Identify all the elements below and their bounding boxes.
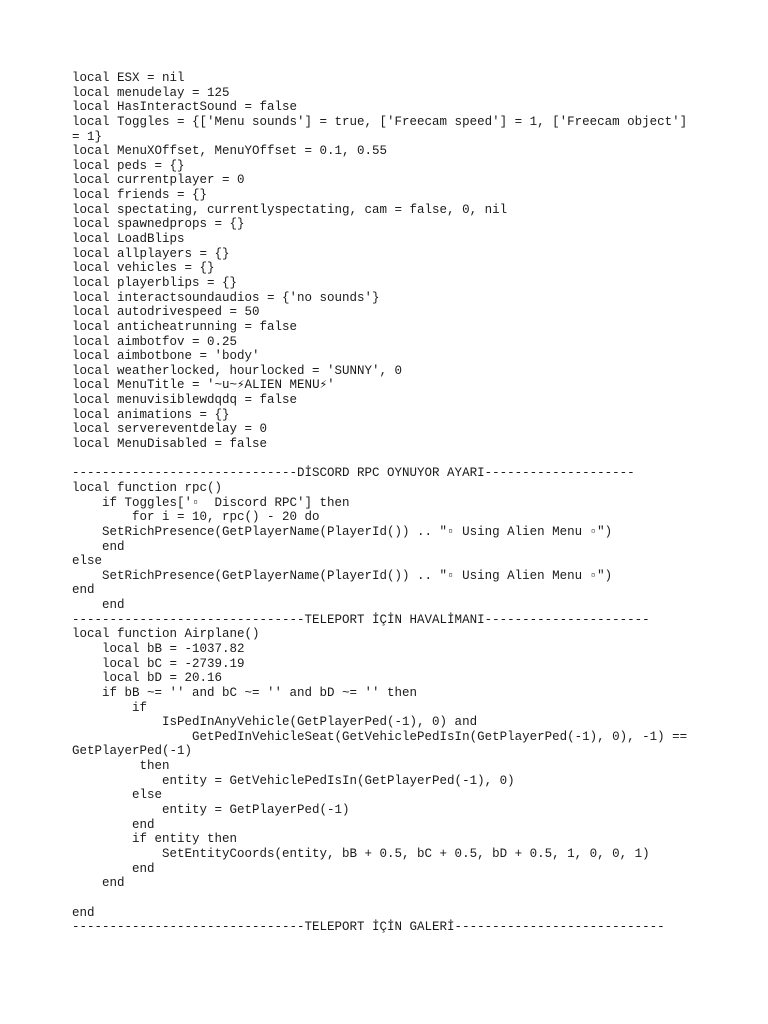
- code-line: local bD = 20.16: [72, 671, 223, 686]
- code-line: local HasInteractSound = false: [72, 100, 298, 115]
- code-line: local bC = -2739.19: [72, 656, 245, 671]
- code-line: local peds = {}: [72, 158, 185, 173]
- code-line: local menuvisiblewdqdq = false: [72, 393, 298, 408]
- code-line: local anticheatrunning = false: [72, 319, 298, 334]
- code-line: ------------------------------DİSCORD RPC OYNUYOR AYARI--------------------: [72, 466, 635, 481]
- code-line: local aimbotbone = 'body': [72, 349, 260, 364]
- code-line: GetPedInVehicleSeat(GetVehiclePedIsIn(GetPlayerPed(-1), 0), -1) ==: [72, 729, 688, 744]
- code-line: = 1}: [72, 129, 103, 144]
- code-line: end: [72, 817, 155, 832]
- code-listing: [72, 71, 712, 935]
- code-line: local vehicles = {}: [72, 261, 215, 276]
- code-line: local playerblips = {}: [72, 275, 238, 290]
- code-line: then: [72, 759, 170, 774]
- code-line: else: [72, 554, 103, 569]
- code-line: [72, 452, 712, 467]
- code-line: if Toggles['▫ Discord RPC'] then: [72, 495, 350, 510]
- code-line: local interactsoundaudios = {'no sounds'}: [72, 290, 380, 305]
- code-line: SetRichPresence(GetPlayerName(PlayerId()) .. "▫ Using Alien Menu ▫"): [72, 568, 613, 583]
- code-line: local spectating, currentlyspectating, cam = false, 0, nil: [72, 202, 508, 217]
- code-line: local spawnedprops = {}: [72, 217, 245, 232]
- code-line: end: [72, 583, 95, 598]
- code-line: end: [72, 539, 125, 554]
- code-line: local Toggles = {['Menu sounds'] = true, ['Freecam speed'] = 1, ['Freecam object']: [72, 114, 688, 129]
- code-line: local MenuXOffset, MenuYOffset = 0.1, 0.55: [72, 144, 388, 159]
- code-line: local aimbotfov = 0.25: [72, 334, 238, 349]
- code-line: local currentplayer = 0: [72, 173, 245, 188]
- code-line: local servereventdelay = 0: [72, 422, 268, 437]
- code-line: local weatherlocked, hourlocked = 'SUNNY', 0: [72, 363, 403, 378]
- code-line: local autodrivespeed = 50: [72, 305, 260, 320]
- code-line: -------------------------------TELEPORT İÇİN HAVALİMANI----------------------: [72, 612, 650, 627]
- code-line: GetPlayerPed(-1): [72, 744, 193, 759]
- code-line: entity = GetPlayerPed(-1): [72, 803, 350, 818]
- code-line: if bB ~= '' and bC ~= '' and bD ~= '' then: [72, 685, 418, 700]
- code-line: end: [72, 876, 125, 891]
- code-line: local menudelay = 125: [72, 85, 230, 100]
- code-line: local animations = {}: [72, 407, 230, 422]
- code-line: local LoadBlips: [72, 232, 185, 247]
- code-line: else: [72, 788, 163, 803]
- code-line: local function Airplane(): [72, 627, 260, 642]
- code-line: SetEntityCoords(entity, bB + 0.5, bC + 0.5, bD + 0.5, 1, 0, 0, 1): [72, 846, 650, 861]
- code-line: local allplayers = {}: [72, 246, 230, 261]
- code-line: for i = 10, rpc() - 20 do: [72, 510, 320, 525]
- code-line: IsPedInAnyVehicle(GetPlayerPed(-1), 0) and: [72, 715, 478, 730]
- code-line: -------------------------------TELEPORT İÇİN GALERİ----------------------------: [72, 920, 665, 935]
- code-line: local function rpc(): [72, 480, 223, 495]
- code-line: if: [72, 700, 148, 715]
- code-line: entity = GetVehiclePedIsIn(GetPlayerPed(-1), 0): [72, 773, 515, 788]
- code-line: local ESX = nil: [72, 71, 185, 85]
- code-line: local MenuTitle = '~u~⚡ALIEN MENU⚡': [72, 378, 335, 393]
- code-line: local MenuDisabled = false: [72, 437, 268, 452]
- code-line: if entity then: [72, 832, 238, 847]
- code-line: end: [72, 861, 155, 876]
- code-line: [72, 891, 712, 906]
- code-line: SetRichPresence(GetPlayerName(PlayerId()) .. "▫ Using Alien Menu ▫"): [72, 524, 613, 539]
- code-line: local friends = {}: [72, 188, 208, 203]
- code-line: local bB = -1037.82: [72, 641, 245, 656]
- code-line: end: [72, 598, 125, 613]
- code-line: end: [72, 905, 95, 920]
